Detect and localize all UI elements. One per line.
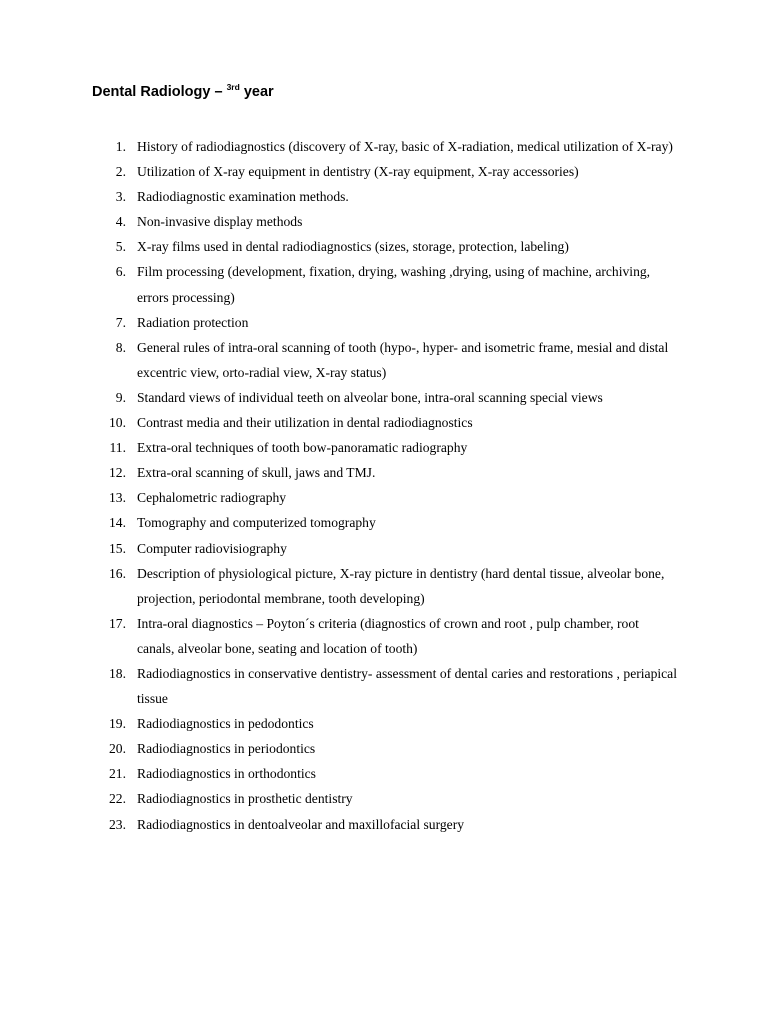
- topic-number: 9.: [115, 389, 126, 405]
- topic-text: Cephalometric radiography: [137, 490, 287, 506]
- topic-item: [0, 335, 677, 385]
- topic-item: [0, 536, 677, 561]
- topic-text: Contrast media and their utilization in dental radiodiagnostics: [137, 415, 473, 431]
- topic-item: [0, 134, 677, 159]
- topic-item: [0, 460, 677, 485]
- document-title: [92, 84, 274, 100]
- topic-number: 7.: [115, 314, 126, 330]
- topic-number: 15.: [109, 540, 126, 556]
- topic-number: 14.: [109, 515, 126, 531]
- topic-item: [0, 736, 677, 761]
- topic-text: Radiodiagnostics in dentoalveolar and maxillofacial surgery: [137, 816, 465, 832]
- topic-number: 8.: [115, 339, 126, 355]
- topic-list: [0, 134, 768, 837]
- topic-item: [0, 485, 677, 510]
- topic-text: Radiodiagnostics in prosthetic dentistry: [137, 791, 353, 807]
- topic-item: [0, 234, 677, 259]
- topic-item: [0, 786, 677, 811]
- topic-text: Radiation protection: [137, 314, 249, 330]
- topic-number: 18.: [109, 665, 126, 681]
- topic-item: [0, 611, 677, 661]
- topic-text: History of radiodiagnostics (discovery of X-ray, basic of X-radiation, medical utilization of X-ray): [137, 139, 673, 154]
- topic-number: 1.: [115, 139, 126, 154]
- document-title-superscript: 3rd: [226, 82, 240, 92]
- topic-item: [0, 812, 677, 837]
- topic-item: [0, 209, 677, 234]
- document-title-tail: year: [239, 84, 274, 100]
- topic-text: Standard views of individual teeth on alveolar bone, intra-oral scanning special views: [137, 389, 603, 405]
- topic-text: Radiodiagnostics in periodontics: [137, 741, 316, 757]
- topic-text: Extra-oral techniques of tooth bow-panoramatic radiography: [137, 440, 468, 456]
- topic-number: 19.: [109, 716, 126, 732]
- topic-item: [0, 159, 677, 184]
- document-title-main: Dental Radiology –: [92, 84, 227, 100]
- topic-number: 5.: [115, 239, 126, 255]
- topic-number: 23.: [109, 816, 126, 832]
- topic-text: Radiodiagnostic examination methods.: [137, 189, 349, 205]
- topic-item: [0, 761, 677, 786]
- topic-item: [0, 661, 677, 711]
- topic-text: Non-invasive display methods: [137, 214, 303, 230]
- topic-number: 17.: [109, 615, 126, 631]
- topic-number: 13.: [109, 490, 126, 506]
- topic-item: [0, 184, 677, 209]
- topic-number: 11.: [109, 440, 126, 456]
- topic-text: Utilization of X-ray equipment in dentistry (X-ray equipment, X-ray accessories): [137, 164, 579, 180]
- topic-text: Intra-oral diagnostics – Poyton´s criteria (diagnostics of crown and root , pulp chamber, root canals, alveolar bone, seating and location of tooth): [137, 615, 639, 656]
- topic-item: [0, 561, 677, 611]
- topic-number: 16.: [109, 565, 126, 581]
- topic-text: Radiodiagnostics in pedodontics: [137, 716, 314, 732]
- topic-number: 4.: [115, 214, 126, 230]
- topic-text: Extra-oral scanning of skull, jaws and TMJ.: [137, 465, 376, 481]
- topic-number: 20.: [109, 741, 126, 757]
- topic-number: 22.: [109, 791, 126, 807]
- topic-item: [0, 711, 677, 736]
- topic-text: X-ray films used in dental radiodiagnostics (sizes, storage, protection, labeling): [137, 239, 569, 255]
- topic-number: 12.: [109, 465, 126, 481]
- topic-item: [0, 435, 677, 460]
- topic-text: Computer radiovisiography: [137, 540, 287, 556]
- topic-text: Description of physiological picture, X-ray picture in dentistry (hard dental tissue, alveolar bone, projection, periodontal membrane, tooth developing): [137, 565, 665, 606]
- topic-text: Radiodiagnostics in orthodontics: [137, 766, 316, 782]
- topic-text: Tomography and computerized tomography: [137, 515, 376, 531]
- topic-text: Film processing (development, fixation, drying, washing ,drying, using of machine, archiving, errors processing): [137, 264, 651, 305]
- topic-number: 21.: [109, 766, 126, 782]
- topic-number: 10.: [109, 415, 126, 431]
- topic-number: 3.: [115, 189, 126, 205]
- topic-item: [0, 259, 677, 309]
- topic-text: General rules of intra-oral scanning of tooth (hypo-, hyper- and isometric frame, mesial and distal excentric view, orto-radial view, X-ray status): [137, 339, 669, 380]
- topic-number: 6.: [115, 264, 126, 280]
- topic-item: [0, 510, 677, 535]
- topic-text: Radiodiagnostics in conservative dentistry- assessment of dental caries and restorations , periapical tissue: [137, 665, 677, 707]
- topic-item: [0, 385, 677, 410]
- topic-number: 2.: [115, 164, 126, 180]
- topic-item: [0, 410, 677, 435]
- topic-item: [0, 310, 677, 335]
